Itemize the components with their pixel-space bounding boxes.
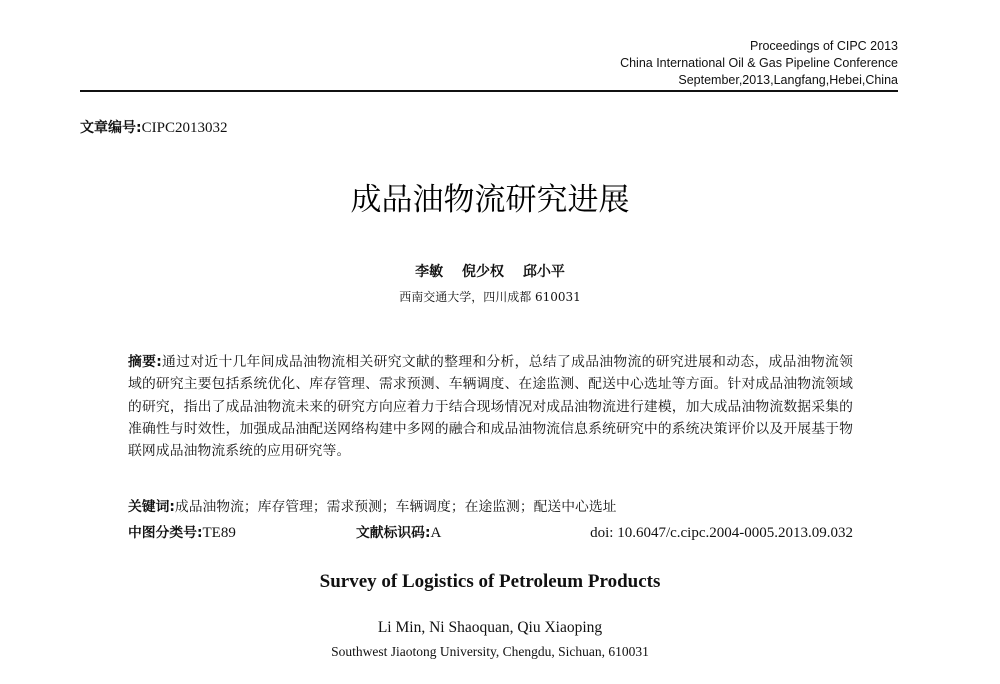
header-divider <box>80 90 898 92</box>
abstract-label: 摘要: <box>128 354 162 370</box>
keywords-cn <box>128 497 853 517</box>
article-number-label: 文章编号: <box>80 120 142 136</box>
conference-line: China International Oil & Gas Pipeline Conference <box>620 56 898 70</box>
conference-header <box>620 38 898 89</box>
keywords-text: 成品油物流；库存管理；需求预测；车辆调度；在途监测；配送中心选址 <box>174 499 617 515</box>
classification-row <box>128 523 853 543</box>
page-title-cn: 成品油物流研究进展 <box>350 182 630 218</box>
date-place-line: September,2013,Langfang,Hebei,China <box>678 73 898 87</box>
author-cn: 邱小平 <box>522 264 565 280</box>
abstract-cn <box>128 351 853 462</box>
authors-en: Li Min, Ni Shaoquan, Qiu Xiaoping <box>377 619 603 636</box>
doc-id-value: A <box>430 525 442 541</box>
document-id <box>356 523 441 543</box>
clc-label: 中图分类号: <box>128 525 203 541</box>
author-cn: 李敏 <box>415 264 444 280</box>
clc-value: TE89 <box>202 525 236 541</box>
authors-cn <box>0 262 980 282</box>
doc-id-label: 文献标识码: <box>356 525 431 541</box>
doi: doi: 10.6047/c.cipc.2004-0005.2013.09.032 <box>590 525 853 541</box>
proceedings-line: Proceedings of CIPC 2013 <box>749 39 898 53</box>
abstract-text: 通过对近十几年间成品油物流相关研究文献的整理和分析，总结了成品油物流的研究进展和动态，成品油物流领域的研究主要包括系统优化、库存管理、需求预测、车辆调度、在途监测、配送中心选址等方面。针对成品油物流领域的研究，指出了成品油物流未来的研究方向应着力于结合现场情况对成品油物流进行建模，加大成品油物流数据采集的准确性与时效性，加强成品油配送网络构建中多网的融合和成品油物流信息系统研究中的系统决策评价以及开展基于物联网成品油物流系统的应用研究等。 <box>128 354 853 460</box>
page-title-en: Survey of Logistics of Petroleum Products <box>319 571 661 592</box>
clc-number <box>128 523 236 543</box>
affiliation-en: Southwest Jiaotong University, Chengdu, Sichuan, 610031 <box>331 644 649 659</box>
article-number-value: CIPC2013032 <box>141 120 228 136</box>
author-cn: 倪少权 <box>462 264 504 280</box>
keywords-label: 关键词: <box>128 499 175 515</box>
article-number <box>80 118 227 138</box>
affiliation-cn: 西南交通大学，四川成都 610031 <box>399 290 581 304</box>
